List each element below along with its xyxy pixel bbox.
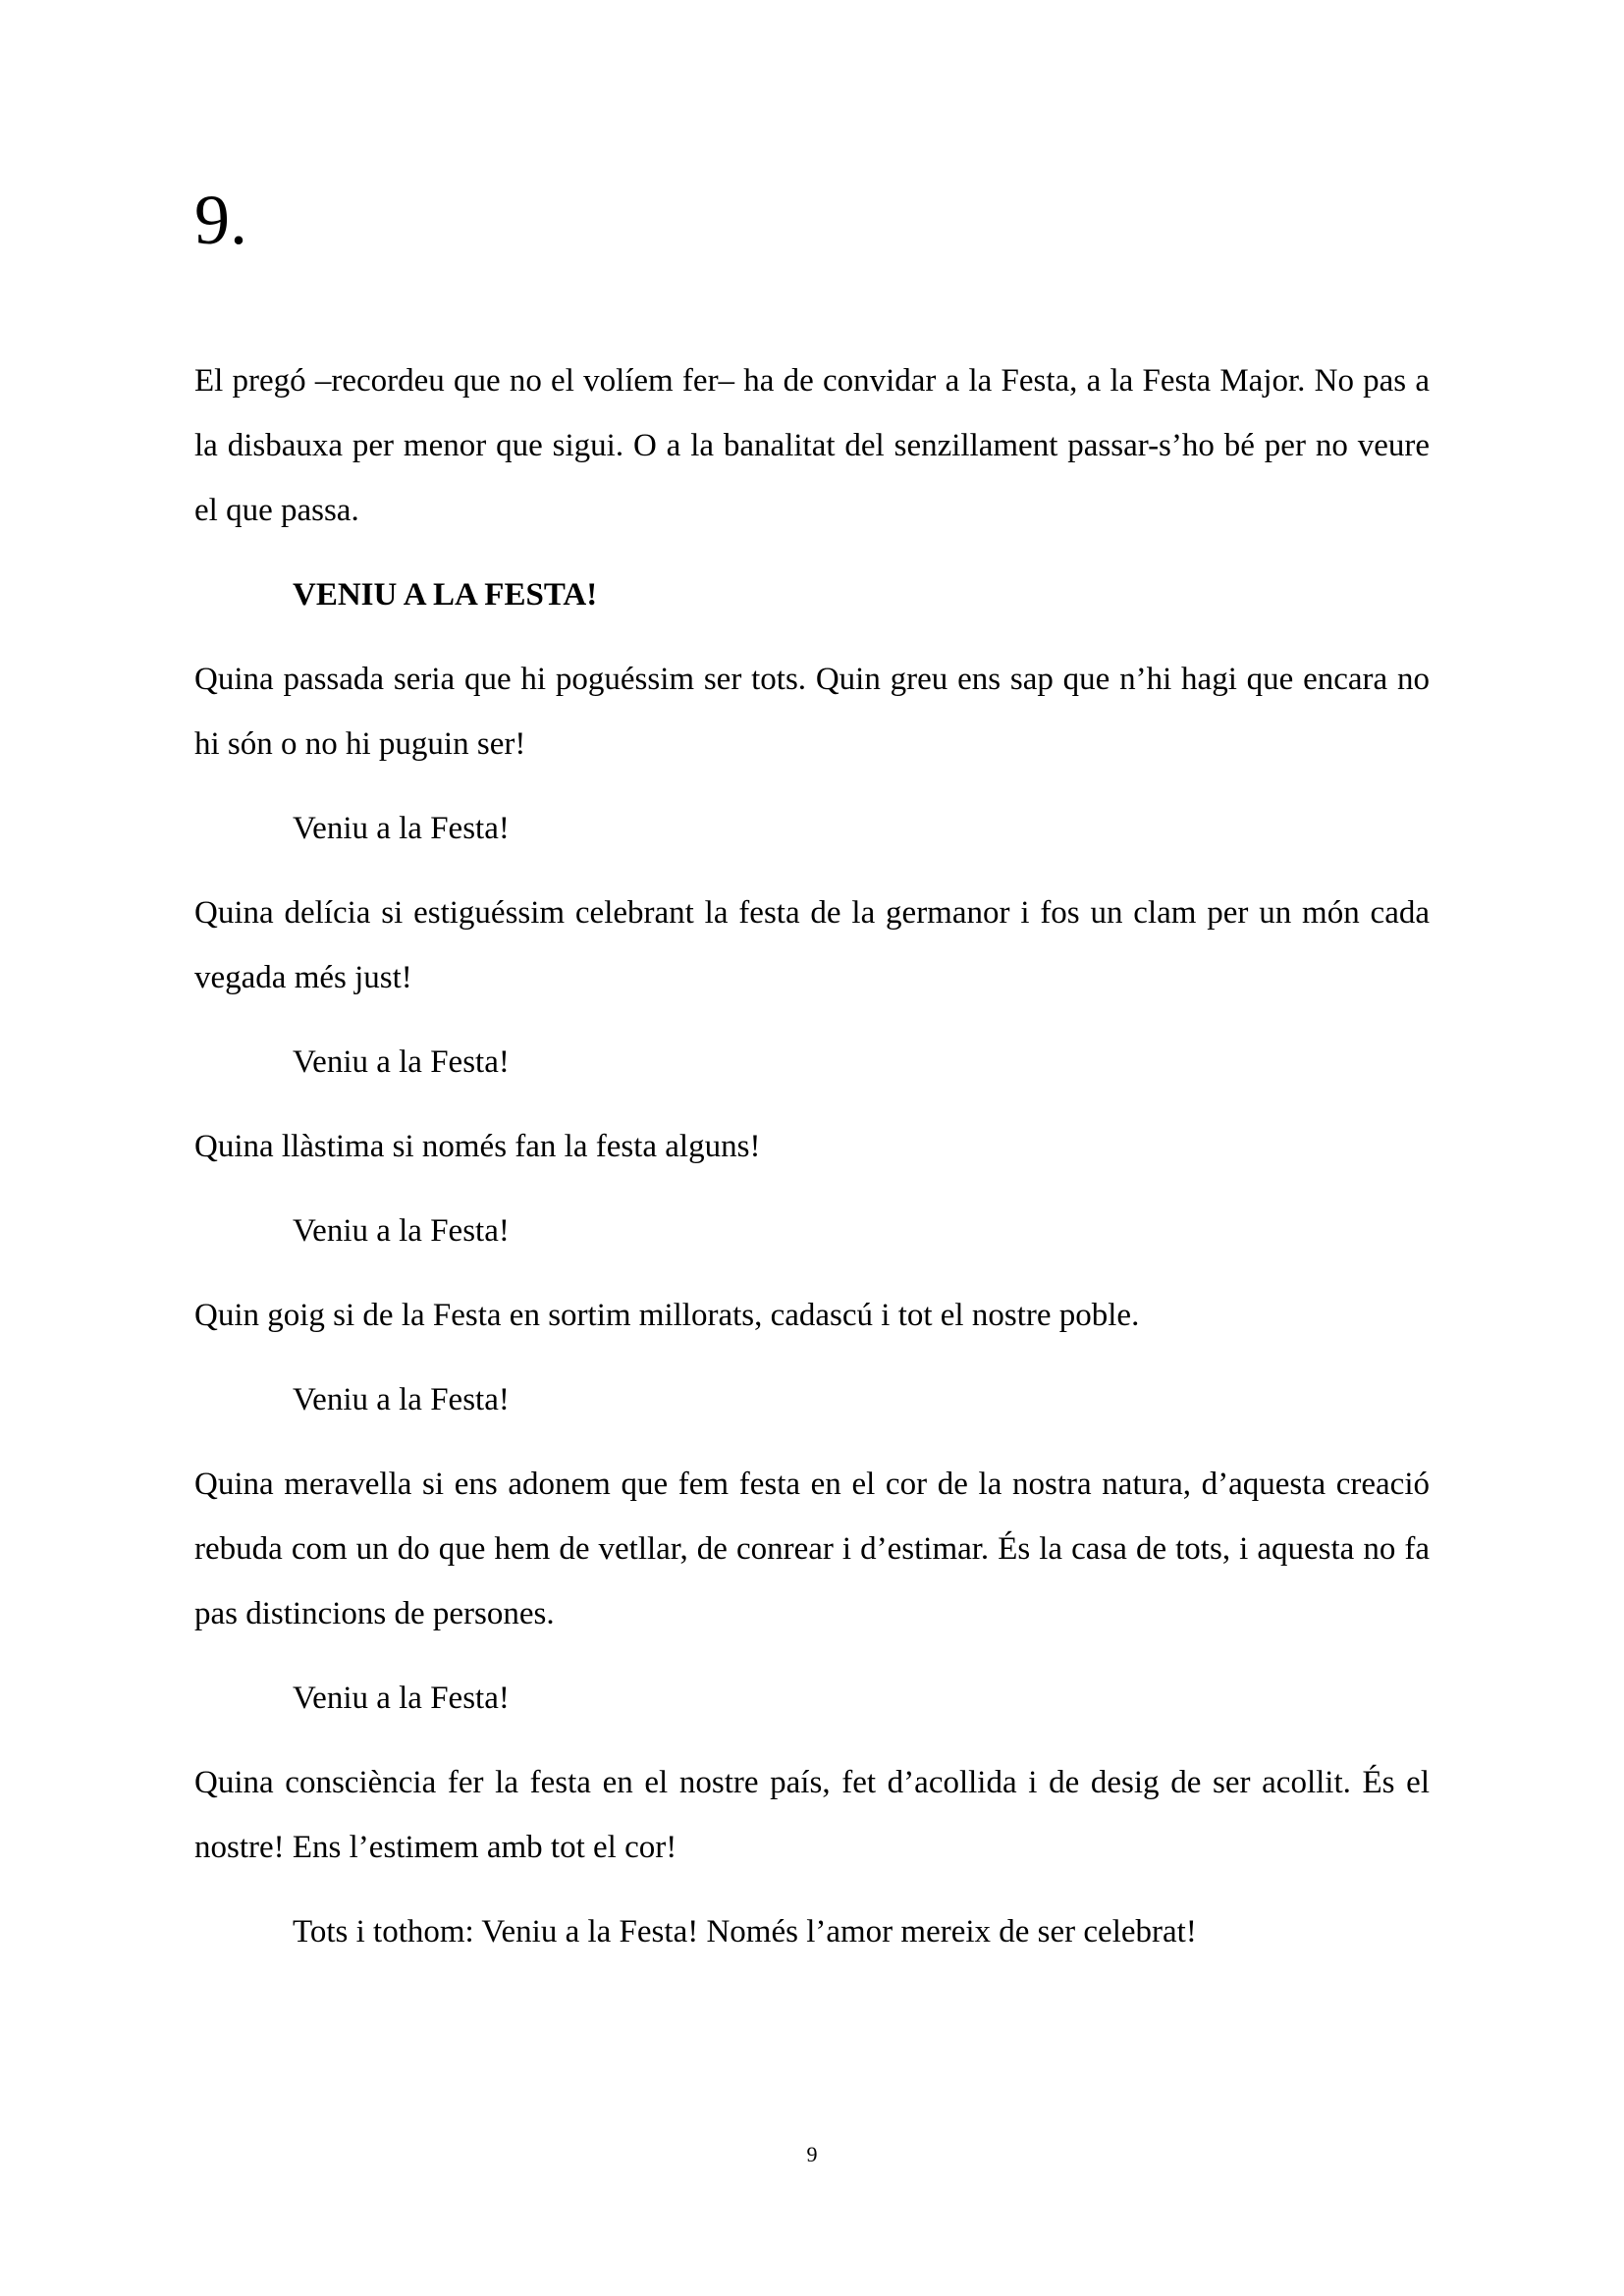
page-content [194, 181, 1430, 1984]
refrain-line: Tots i tothom: Veniu a la Festa! Només l’amor mereix de ser celebrat! [293, 1914, 1197, 1949]
refrain-bold-line: VENIU A LA FESTA! [293, 577, 598, 613]
page-number: 9 [806, 2142, 818, 2166]
refrain-line: Veniu a la Festa! [293, 1044, 510, 1080]
refrain-line: Veniu a la Festa! [293, 1213, 510, 1249]
paragraph: El pregó –recordeu que no el volíem fer– ha de convidar a la Festa, a la Festa Major. No pas a la disbauxa per menor que sigui. O a la banalitat del senzillament passar-s’ho bé per no veure el que passa. [194, 363, 1430, 528]
paragraph: Quin goig si de la Festa en sortim millorats, cadascú i tot el nostre poble. [194, 1298, 1140, 1333]
refrain-line: Veniu a la Festa! [293, 1382, 510, 1417]
paragraph: Quina meravella si ens adonem que fem festa en el cor de la nostra natura, d’aquesta creació rebuda com un do que hem de vetllar, de conrear i d’estimar. És la casa de tots, i aquesta no fa pas distincions de persones. [194, 1467, 1430, 1631]
refrain-line: Veniu a la Festa! [293, 811, 510, 846]
paragraph: Quina consciència fer la festa en el nostre país, fet d’acollida i de desig de ser acollit. És el nostre! Ens l’estimem amb tot el cor! [194, 1765, 1430, 1865]
refrain-line: Veniu a la Festa! [293, 1681, 510, 1716]
paragraph: Quina delícia si estiguéssim celebrant la festa de la germanor i fos un clam per un món cada vegada més just! [194, 895, 1430, 995]
paragraph: Quina passada seria que hi poguéssim ser tots. Quin greu ens sap que n’hi hagi que encara no hi són o no hi puguin ser! [194, 662, 1430, 762]
chapter-number-heading: 9. [194, 181, 247, 259]
paragraph: Quina llàstima si només fan la festa alguns! [194, 1129, 761, 1164]
